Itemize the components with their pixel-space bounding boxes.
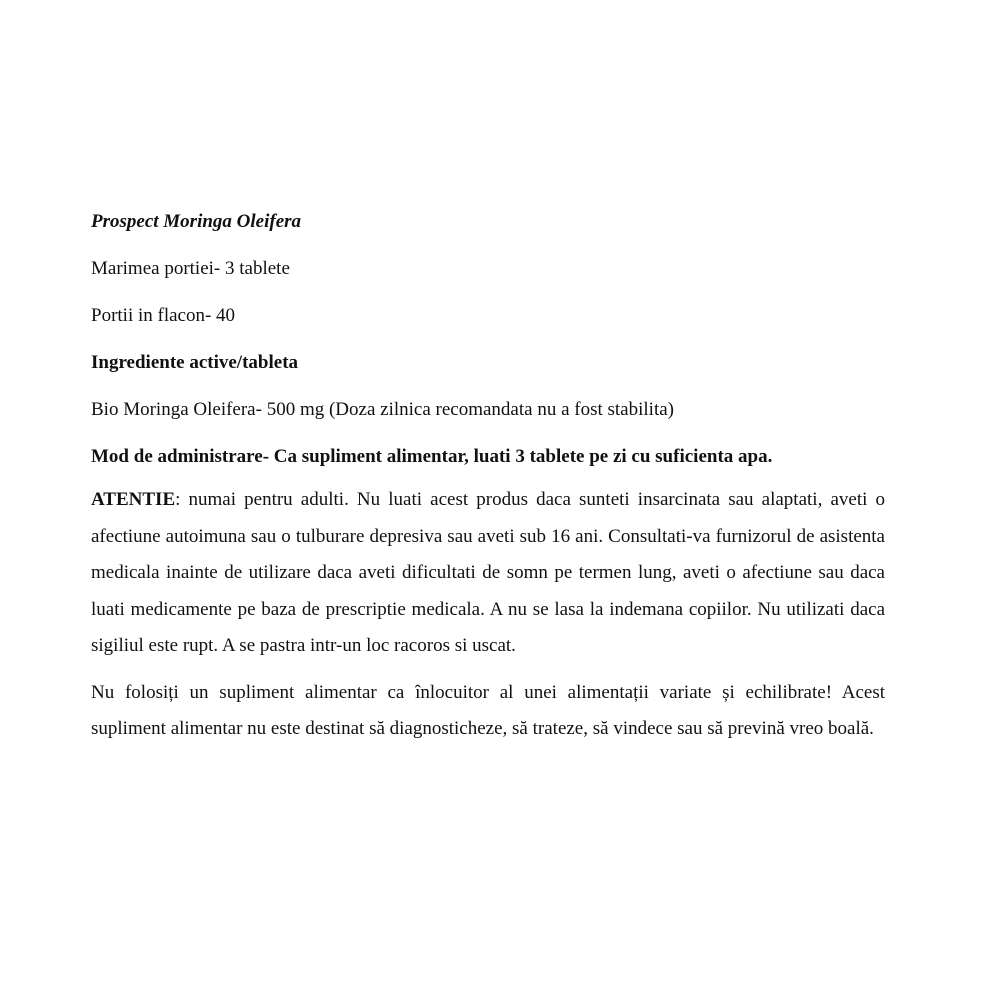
warning-label: ATENTIE	[91, 489, 176, 510]
document-page	[91, 207, 885, 748]
warning-text: : numai pentru adulti. Nu luati acest produs daca sunteti insarcinata sau alaptati, aveti o afectiune autoimuna sau o tulburare depresiva sau aveti sub 16 ani. Consultati-va furnizorul de asistenta medicala inainte de utilizare daca aveti dificultati de somn pe termen lung, aveti o afectiune sau daca luati medicamente pe baza de prescriptie medicala. A nu se lasa la indemana copiilor. Nu utilizati daca sigiliul este rupt. A se pastra intr-un loc racoros si uscat.	[91, 489, 885, 656]
administration-instructions: Mod de administrare- Ca supliment alimentar, luati 3 tablete pe zi cu suficienta apa.	[91, 446, 773, 467]
servings-per-bottle: Portii in flacon- 40	[91, 305, 236, 326]
active-ingredient: Bio Moringa Oleifera- 500 mg (Doza zilnica recomandata nu a fost stabilita)	[91, 399, 674, 420]
warning-paragraph	[91, 482, 885, 665]
serving-size: Marimea portiei- 3 tablete	[91, 258, 290, 279]
document-title: Prospect Moringa Oleifera	[91, 211, 302, 232]
disclaimer-paragraph: Nu folosiți un supliment alimentar ca înlocuitor al unei alimentații variate și echilibrate! Acest supliment alimentar nu este destinat să diagnosticheze, să trateze, să vindece sau să prevină vreo boală.	[91, 681, 885, 739]
active-ingredients-heading: Ingrediente active/tableta	[91, 352, 299, 373]
